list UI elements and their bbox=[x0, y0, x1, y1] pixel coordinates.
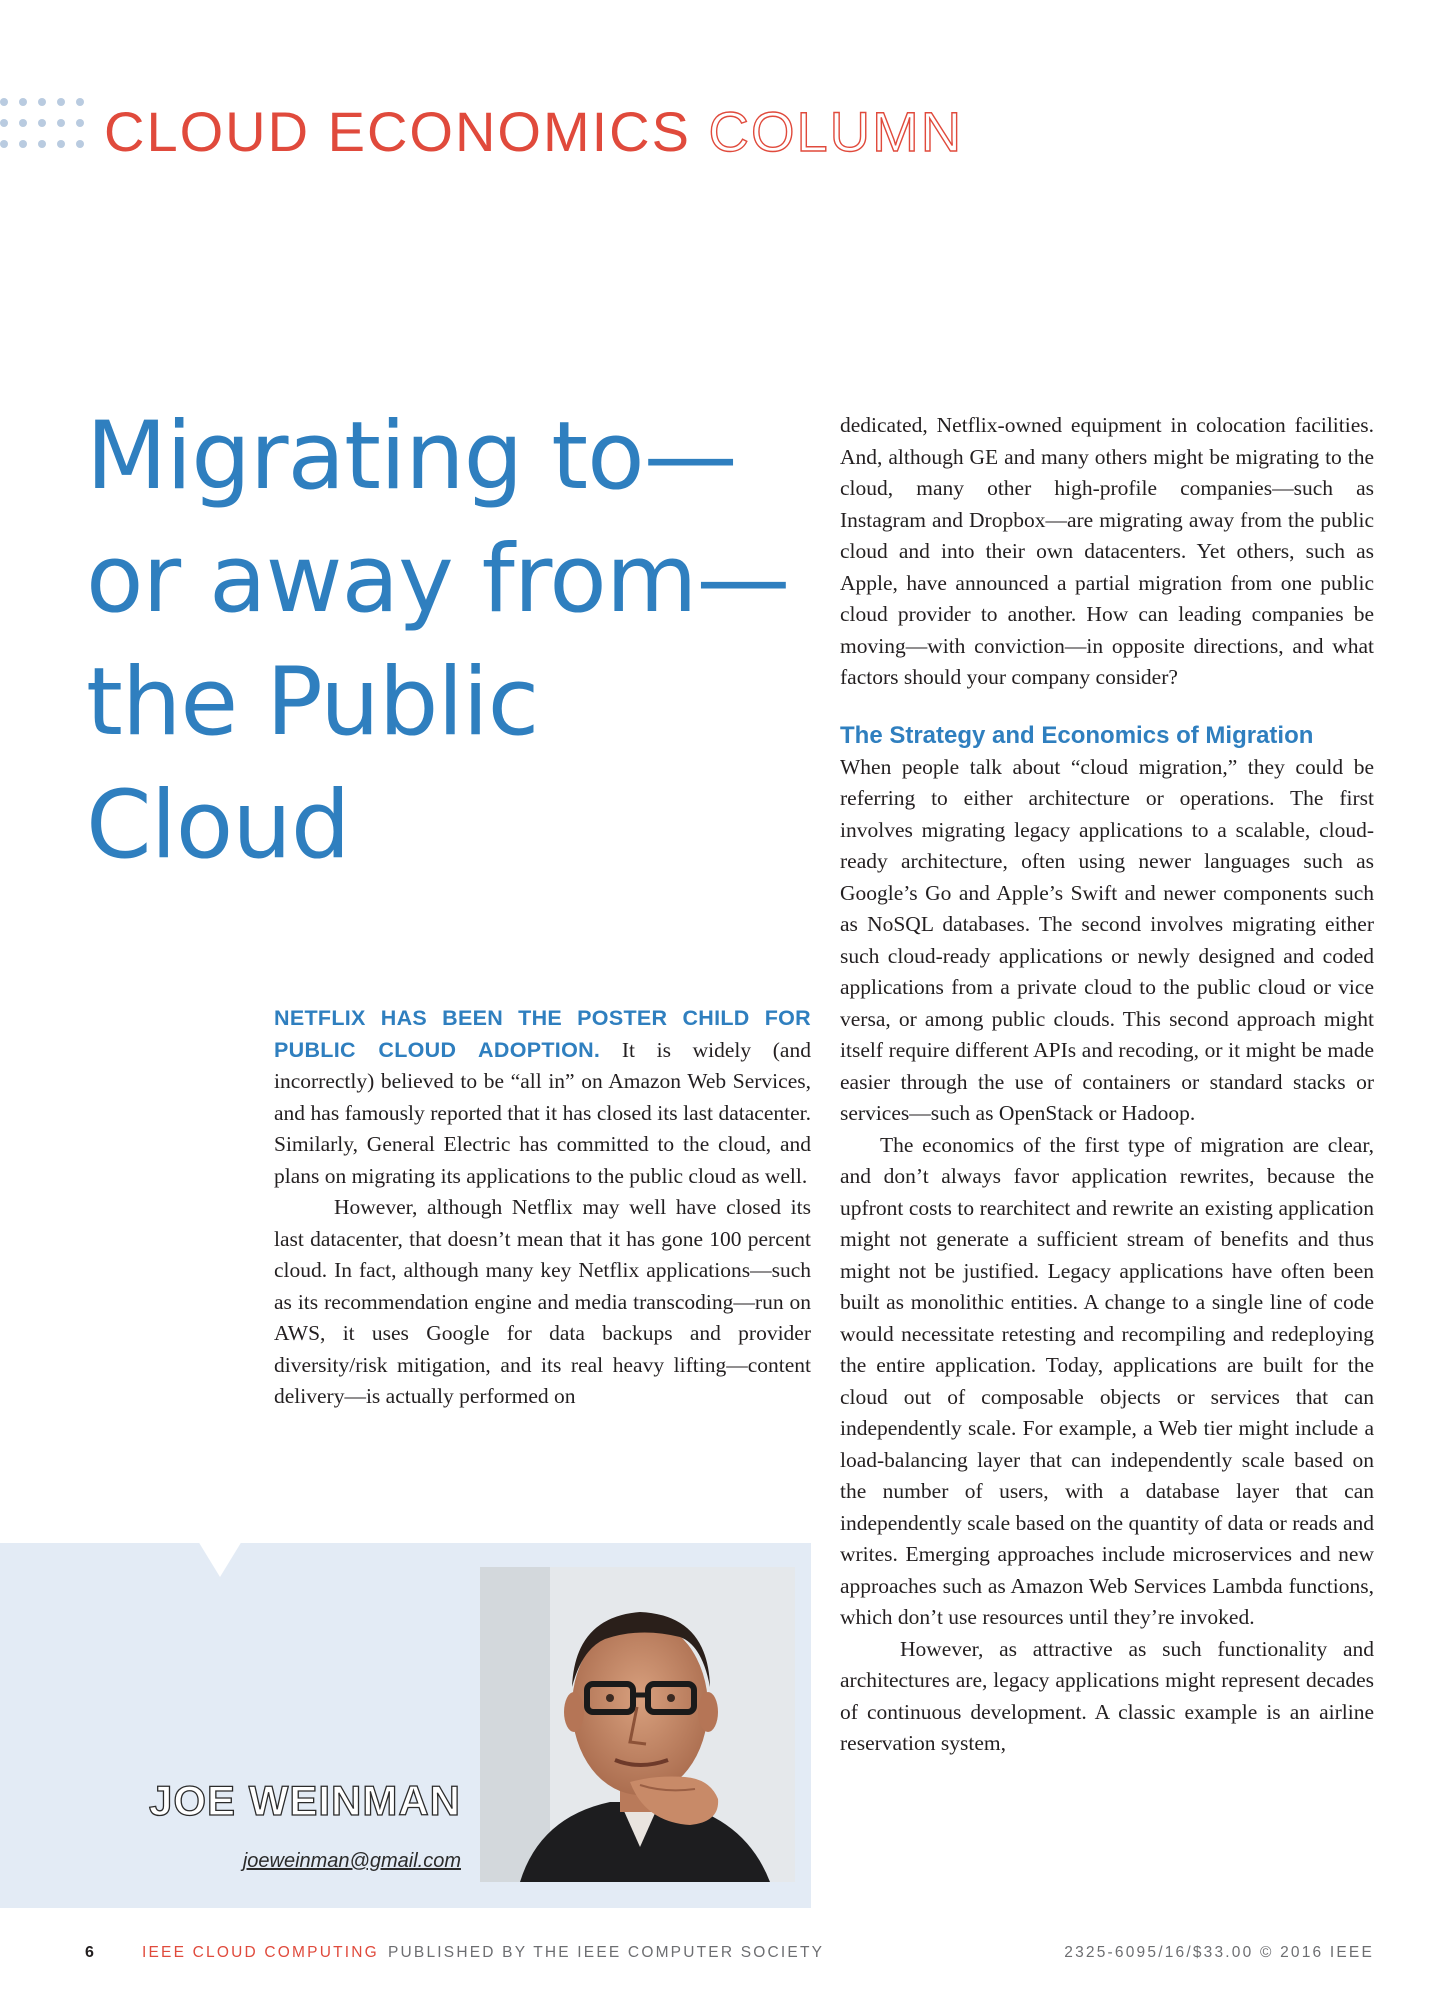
column-header bbox=[104, 96, 963, 168]
title-line: Migrating to— bbox=[86, 402, 737, 511]
title-line: or away from— bbox=[86, 525, 790, 634]
paragraph: When people talk about “cloud migration,” they could be referring to either architecture or operations. The first involves migrating legacy applications to a scalable, cloud-ready architecture, often using newer languages such as Google’s Go and Apple’s Swift and newer components such as NoSQL databases. The second involves migrating either such cloud-ready applications or newly designed and coded applications from a private cloud to the public cloud or vice versa, or among public clouds. This second approach might itself require different APIs and recoding, or it might be made easier through the use of containers or standard stacks or services—such as OpenStack or Hadoop. bbox=[840, 754, 1374, 1125]
paragraph-text: It is widely (and incorrectly) believed to be “all in” on Amazon Web Services, and has famously reported that it has closed its last datacenter. Similarly, General Electric has committed to the cloud, and plans on migrating its applications to the public cloud as well. bbox=[274, 1037, 811, 1188]
author-email-link[interactable]: joeweinman@gmail.com bbox=[242, 1850, 461, 1872]
page-number: 6 bbox=[85, 1944, 94, 1961]
publisher-line: PUBLISHED BY THE IEEE COMPUTER SOCIETY bbox=[388, 1944, 825, 1961]
author-portrait-image bbox=[480, 1567, 795, 1882]
right-column bbox=[840, 410, 1374, 1760]
page-footer bbox=[0, 1944, 1455, 1974]
lead-in: NETFLIX HAS BEEN THE POSTER CHILD FOR PUBLIC CLOUD ADOPTION. bbox=[274, 1006, 811, 1062]
article-title bbox=[86, 395, 790, 887]
column-header-primary: CLOUD ECONOMICS bbox=[104, 100, 691, 163]
paragraph: However, as attractive as such functionality and architectures are, legacy applications might represent decades of continuous development. A classic example is an airline reservation system, bbox=[840, 1636, 1374, 1755]
author-photo bbox=[480, 1567, 795, 1882]
paragraph: However, although Netflix may well have closed its last datacenter, that doesn’t mean that it has gone 100 percent cloud. In fact, although many key Netflix applications—such as its recommendation engine and media transcoding—run on AWS, it uses Google for data backups and provider diversity/risk mitigation, and its real heavy lifting—content delivery—is actually performed on bbox=[274, 1195, 811, 1408]
author-name: JOE WEINMAN bbox=[148, 1777, 461, 1824]
issn-copyright: 2325-6095/16/$33.00 © 2016 IEEE bbox=[1064, 1944, 1374, 1961]
decorative-dots bbox=[0, 98, 80, 158]
title-line: the Public bbox=[86, 648, 539, 757]
left-column bbox=[274, 1003, 811, 1413]
paragraph: The economics of the first type of migration are clear, and don’t always favor application rewrites, because the upfront costs to rearchitect and rewrite an existing application might not generate a sufficient stream of benefits and thus might not be justified. Legacy applications have often been built as monolithic entities. A change to a single line of code would necessitate retesting and recompiling and redeploying the entire application. Today, applications are built for the cloud out of composable objects or services that can independently scale. For example, a Web tier might include a load-balancing layer that can independently scale based on the number of users, with a database layer that can independently scale based on the quantity of data or reads and writes. Emerging approaches include microservices and new approaches such as Amazon Web Services Lambda functions, which don’t use resources until they’re invoked. bbox=[840, 1132, 1374, 1629]
section-heading: The Strategy and Economics of Migration bbox=[840, 721, 1314, 749]
paragraph bbox=[274, 1003, 811, 1192]
column-header-outline: COLUMN bbox=[708, 100, 964, 163]
publication-name: IEEE CLOUD COMPUTING bbox=[142, 1944, 379, 1961]
author-panel-notch bbox=[198, 1541, 242, 1577]
paragraph: dedicated, Netflix-owned equipment in colocation facilities. And, although GE and many others might be migrating to the cloud, many other high-profile companies—such as Instagram and Dropbox—are migrating away from the public cloud and into their own datacenters. Yet others, such as Apple, have announced a partial migration from one public cloud provider to another. How can leading companies be moving—with conviction—in opposite directions, and what factors should your company consider? bbox=[840, 413, 1374, 689]
title-line: Cloud bbox=[86, 771, 350, 880]
